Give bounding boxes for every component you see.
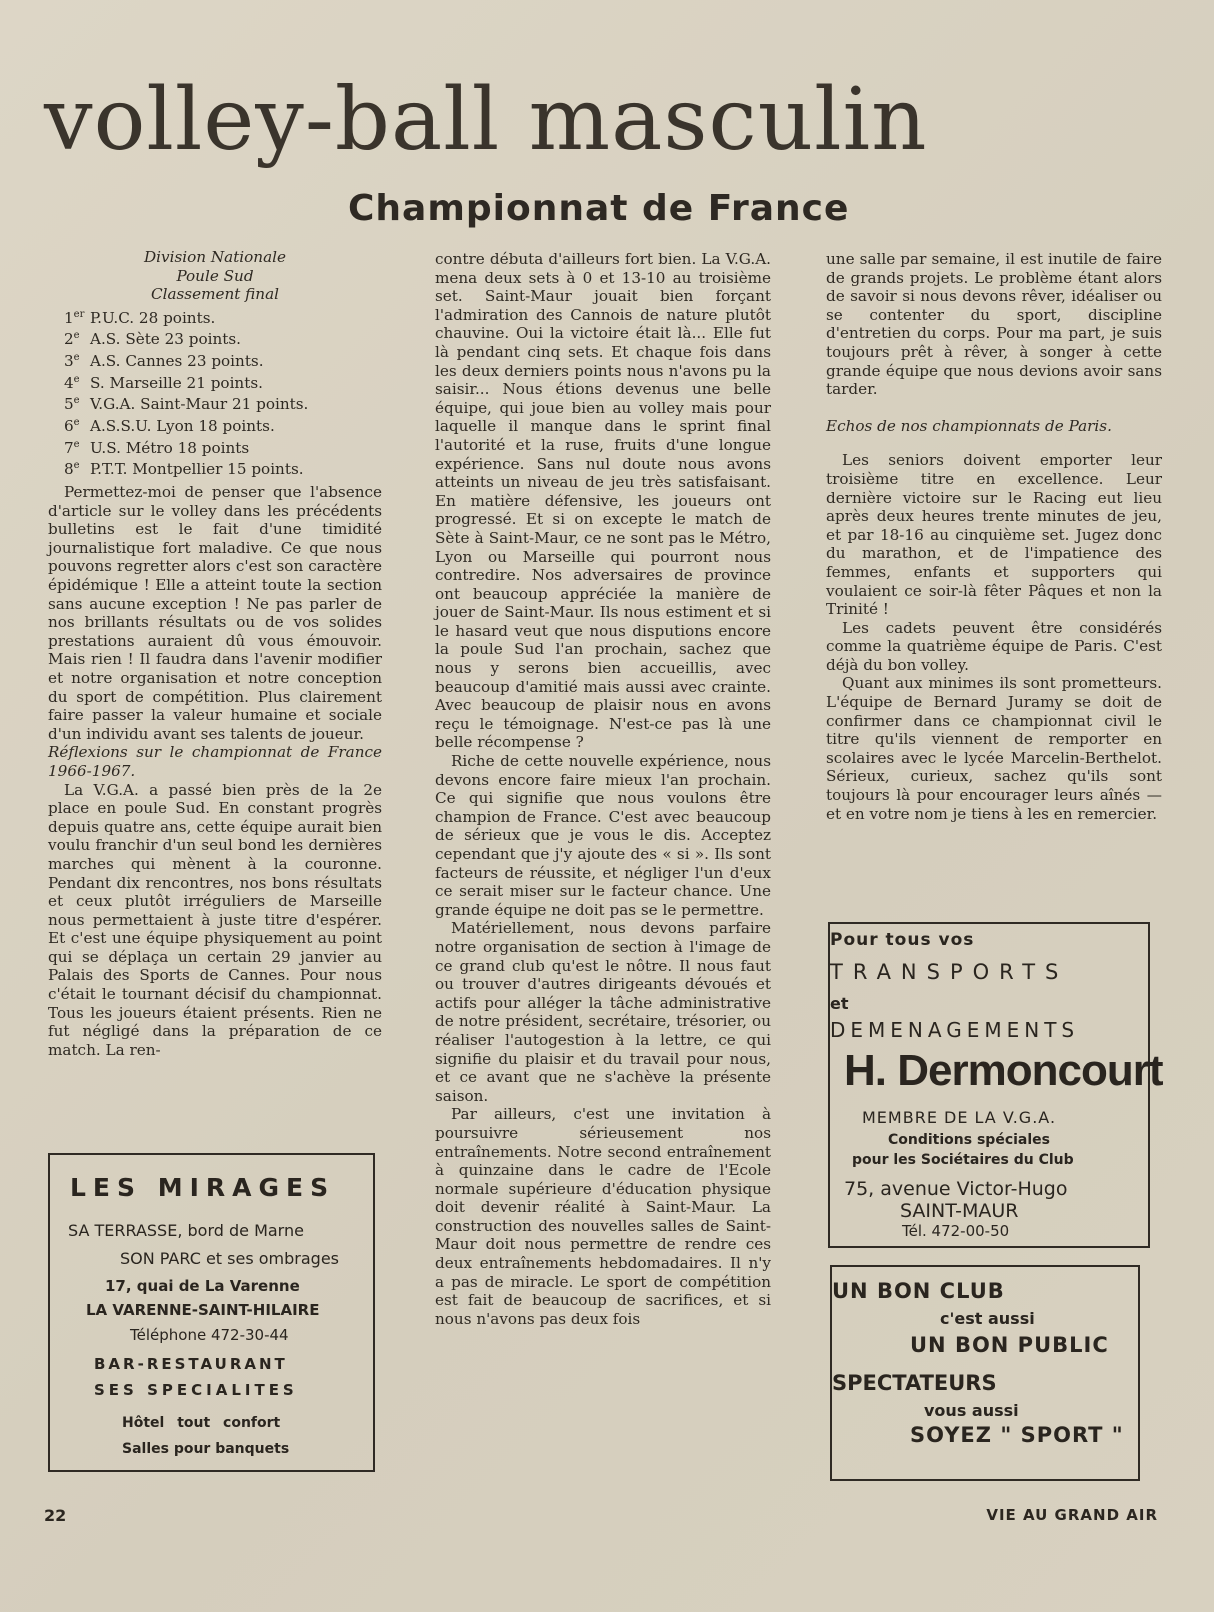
ad-club-line: UN BON PUBLIC bbox=[910, 1333, 1109, 1357]
paragraph: Permettez-moi de penser que l'absence d'article sur le volley dans les précédents bulletins est le fait d'une timidité journalistique fort maladive. Ce que nous pouvons regretter alors c'est son caractère épidémique ! Elle a atteint toute la section sans aucune exception ! Ne pas parler de nos brillants résultats ou de vos solides prestations auraient dû vous émouvoir. Mais rien ! Il faudra dans l'avenir modifier et notre organisation et notre conception du sport de compétition. Plus clairement faire passer la valeur humaine et sociale d'un individu avant ses talents de joueur. bbox=[48, 483, 382, 743]
ad-dermoncourt-name: H. Dermoncourt bbox=[844, 1046, 1163, 1095]
ad-dermoncourt-line: Tél. 472-00-50 bbox=[902, 1222, 1010, 1240]
standing-row: 8e P.T.T. Montpellier 15 points. bbox=[64, 460, 304, 479]
poule-label: Poule Sud bbox=[176, 266, 254, 285]
ad-mirages-line: SES SPECIALITES bbox=[94, 1381, 298, 1399]
ad-les-mirages bbox=[48, 1153, 375, 1472]
classement-label: Classement final bbox=[150, 285, 280, 304]
column-1 bbox=[48, 248, 382, 1059]
ad-dermoncourt-line: DEMENAGEMENTS bbox=[830, 1018, 1080, 1042]
section-heading: Réflexions sur le championnat de France 1966-1967. bbox=[48, 743, 382, 780]
article-title: volley-ball masculin bbox=[44, 70, 928, 170]
ad-club-line: SOYEZ " SPORT " bbox=[910, 1423, 1124, 1447]
ad-dermoncourt-line: Conditions spéciales bbox=[888, 1132, 1050, 1148]
ad-dermoncourt-line: 75, avenue Victor-Hugo bbox=[844, 1178, 1068, 1200]
paragraph: contre débuta d'ailleurs fort bien. La V.G.A. mena deux sets à 0 et 13-10 au troisième set. Saint-Maur jouait bien forçant l'admiration des Cannois de nature plutôt chauvine. Oui la victoire était là... Elle fut là pendant cinq sets. Et chaque fois dans les deux derniers points nous n'avons pu la saisir... Nous étions devenus une belle équipe, qui joue bien au volley mais pour laquelle il manque dans le sprint final l'autorité et la ruse, fruits d'une longue expérience. Sans nul doute nous avons atteints un niveau de jeu très satisfaisant. En matière défensive, les joueurs ont progressé. Et si on excepte le match de Sète à Saint-Maur, ce ne sont pas le Métro, Lyon ou Marseille qui pourront nous contredire. Nos adversaires de province ont beaucoup appréciée la manière de jouer de Saint-Maur. Ils nous estiment et si le hasard veut que nous disputions encore la poule Sud l'an prochain, sachez que nous y serons bien accueillis, avec beaucoup d'amitié mais aussi avec crainte. Avec beaucoup de plaisir nous en avons reçu le témoignage. N'est-ce pas là une belle récompense ? bbox=[435, 250, 771, 752]
paragraph: Riche de cette nouvelle expérience, nous devons encore faire mieux l'an prochain. Ce qui signifie que nous voulons être champion de France. C'est avec beaucoup de sérieux que je vous le dis. Acceptez cependant que j'y ajoute des « si ». Ils sont facteurs de réussite, et négliger l'un d'eux ce serait miser sur le facteur chance. Une grande équipe ne doit pas se le permettre. bbox=[435, 752, 771, 919]
standing-row: 1er P.U.C. 28 points. bbox=[64, 308, 216, 327]
column-3 bbox=[826, 250, 1162, 823]
standings-list bbox=[48, 306, 382, 479]
ad-dermoncourt-line: MEMBRE DE LA V.G.A. bbox=[862, 1108, 1057, 1127]
ad-mirages-line: SON PARC et ses ombrages bbox=[120, 1249, 340, 1268]
ad-mirages-line: 17, quai de La Varenne bbox=[105, 1277, 300, 1295]
ad-mirages-line: Téléphone 472-30-44 bbox=[130, 1326, 289, 1344]
ad-mirages-line: BAR-RESTAURANT bbox=[94, 1355, 288, 1373]
ad-dermoncourt-line: et bbox=[830, 994, 849, 1013]
ad-mirages-line: Salles pour banquets bbox=[122, 1441, 290, 1457]
ad-club-line: vous aussi bbox=[924, 1401, 1019, 1420]
paragraph: Matériellement, nous devons parfaire notre organisation de section à l'image de ce grand club qu'est le nôtre. Il nous faut ou trouver d'autres dirigeants dévoués et actifs pour alléger la tâche administrative de notre président, secrétaire, trésorier, ou réaliser l'autogestion à la lettre, ce qui signifie du plaisir et du travail pour nous, et ce avant que ne s'achève la présente saison. bbox=[435, 919, 771, 1105]
paragraph: Les seniors doivent emporter leur troisième titre en excellence. Leur dernière victoire sur le Racing eut lieu après deux heures trente minutes de jeu, et par 18-16 au cinquième set. Jugez donc du marathon, et de l'impatience des femmes, enfants et supporters qui voulaient ce soir-là fêter Pâques et non la Trinité ! bbox=[826, 451, 1162, 619]
standing-row: 6e A.S.S.U. Lyon 18 points. bbox=[64, 417, 275, 436]
ad-mirages-name: LES MIRAGES bbox=[70, 1173, 336, 1202]
standing-row: 2e A.S. Sète 23 points. bbox=[64, 330, 242, 349]
publication-name: VIE AU GRAND AIR bbox=[986, 1506, 1158, 1524]
paragraph: Les cadets peuvent être considérés comme la quatrième équipe de Paris. C'est déjà du bon volley. bbox=[826, 618, 1162, 674]
standing-row: 3e A.S. Cannes 23 points. bbox=[64, 352, 264, 371]
paragraph: La V.G.A. a passé bien près de la 2e place en poule Sud. En constant progrès depuis quatre ans, cette équipe aurait bien voulu franchir d'un seul bond les dernières marches qui mènent à la couronne. Pendant dix rencontres, nos bons résultats et ceux plutôt irréguliers de Marseille nous permettaient à juste titre d'espérer. Et c'est une équipe physiquement au point qui se déplaça un certain 29 janvier au Palais des Sports de Cannes. Pour nous c'était le tournant décisif du championnat. Tous les joueurs étaient présents. Rien ne fut négligé dans la préparation de ce match. La ren- bbox=[48, 780, 382, 1059]
page-number: 22 bbox=[44, 1506, 67, 1525]
article-subtitle: Championnat de France bbox=[348, 188, 850, 229]
ad-club-line: UN BON CLUB bbox=[832, 1279, 1005, 1303]
division-label: Division Nationale bbox=[143, 248, 286, 266]
standing-row: 7e U.S. Métro 18 points bbox=[64, 438, 250, 457]
ad-dermoncourt-line: SAINT-MAUR bbox=[900, 1200, 1019, 1222]
standing-row: 5e V.G.A. Saint-Maur 21 points. bbox=[64, 395, 309, 414]
ad-mirages-line: LA VARENNE-SAINT-HILAIRE bbox=[86, 1301, 320, 1319]
ad-dermoncourt-line: pour les Sociétaires du Club bbox=[852, 1152, 1074, 1168]
ad-dermoncourt-line: Pour tous vos bbox=[830, 930, 975, 950]
paragraph: Quant aux minimes ils sont prometteurs. L'équipe de Bernard Juramy se doit de confirmer dans ce championnat civil le titre qu'ils viennent de remporter en scolaires avec le lycée Marcelin-Berthelot. Sérieux, curieux, sachez qu'ils sont toujours là pour encourager leurs aînés — et en votre nom je tiens à les en remercier. bbox=[826, 674, 1162, 823]
ad-club-line: c'est aussi bbox=[940, 1309, 1035, 1328]
ad-bon-club bbox=[830, 1265, 1140, 1481]
ad-dermoncourt bbox=[828, 922, 1163, 1248]
ad-dermoncourt-line: TRANSPORTS bbox=[830, 960, 1069, 984]
ad-mirages-line: Hôtel tout confort bbox=[122, 1415, 281, 1431]
column-2 bbox=[435, 250, 771, 1328]
ad-club-line: SPECTATEURS bbox=[832, 1371, 997, 1395]
paragraph: Par ailleurs, c'est une invitation à poursuivre sérieusement nos entraînements. Notre second entraînement à quinzaine dans le cadre de l'Ecole normale supérieure d'éducation physique doit devenir réalité à Saint-Maur. La construction des nouvelles salles de Saint-Maur doit nous permettre de rendre ces deux entraînements hebdomadaires. Il n'y a pas de miracle. Le sport de compétition est fait de beaucoup de sacrifices, et si nous n'avons pas deux fois bbox=[435, 1105, 771, 1328]
section-heading: Echos de nos championnats de Paris. bbox=[826, 416, 1112, 435]
ad-mirages-line: SA TERRASSE, bord de Marne bbox=[68, 1221, 304, 1240]
standing-row: 4e S. Marseille 21 points. bbox=[64, 373, 263, 392]
paragraph: une salle par semaine, il est inutile de faire de grands projets. Le problème étant alors de savoir si nous devons rêver, idéaliser ou se contenter du sport, discipline d'entretien du corps. Pour ma part, je suis toujours prêt à rêver, à songer à cette grande équipe que nous devions avoir sans tarder. bbox=[826, 250, 1162, 399]
